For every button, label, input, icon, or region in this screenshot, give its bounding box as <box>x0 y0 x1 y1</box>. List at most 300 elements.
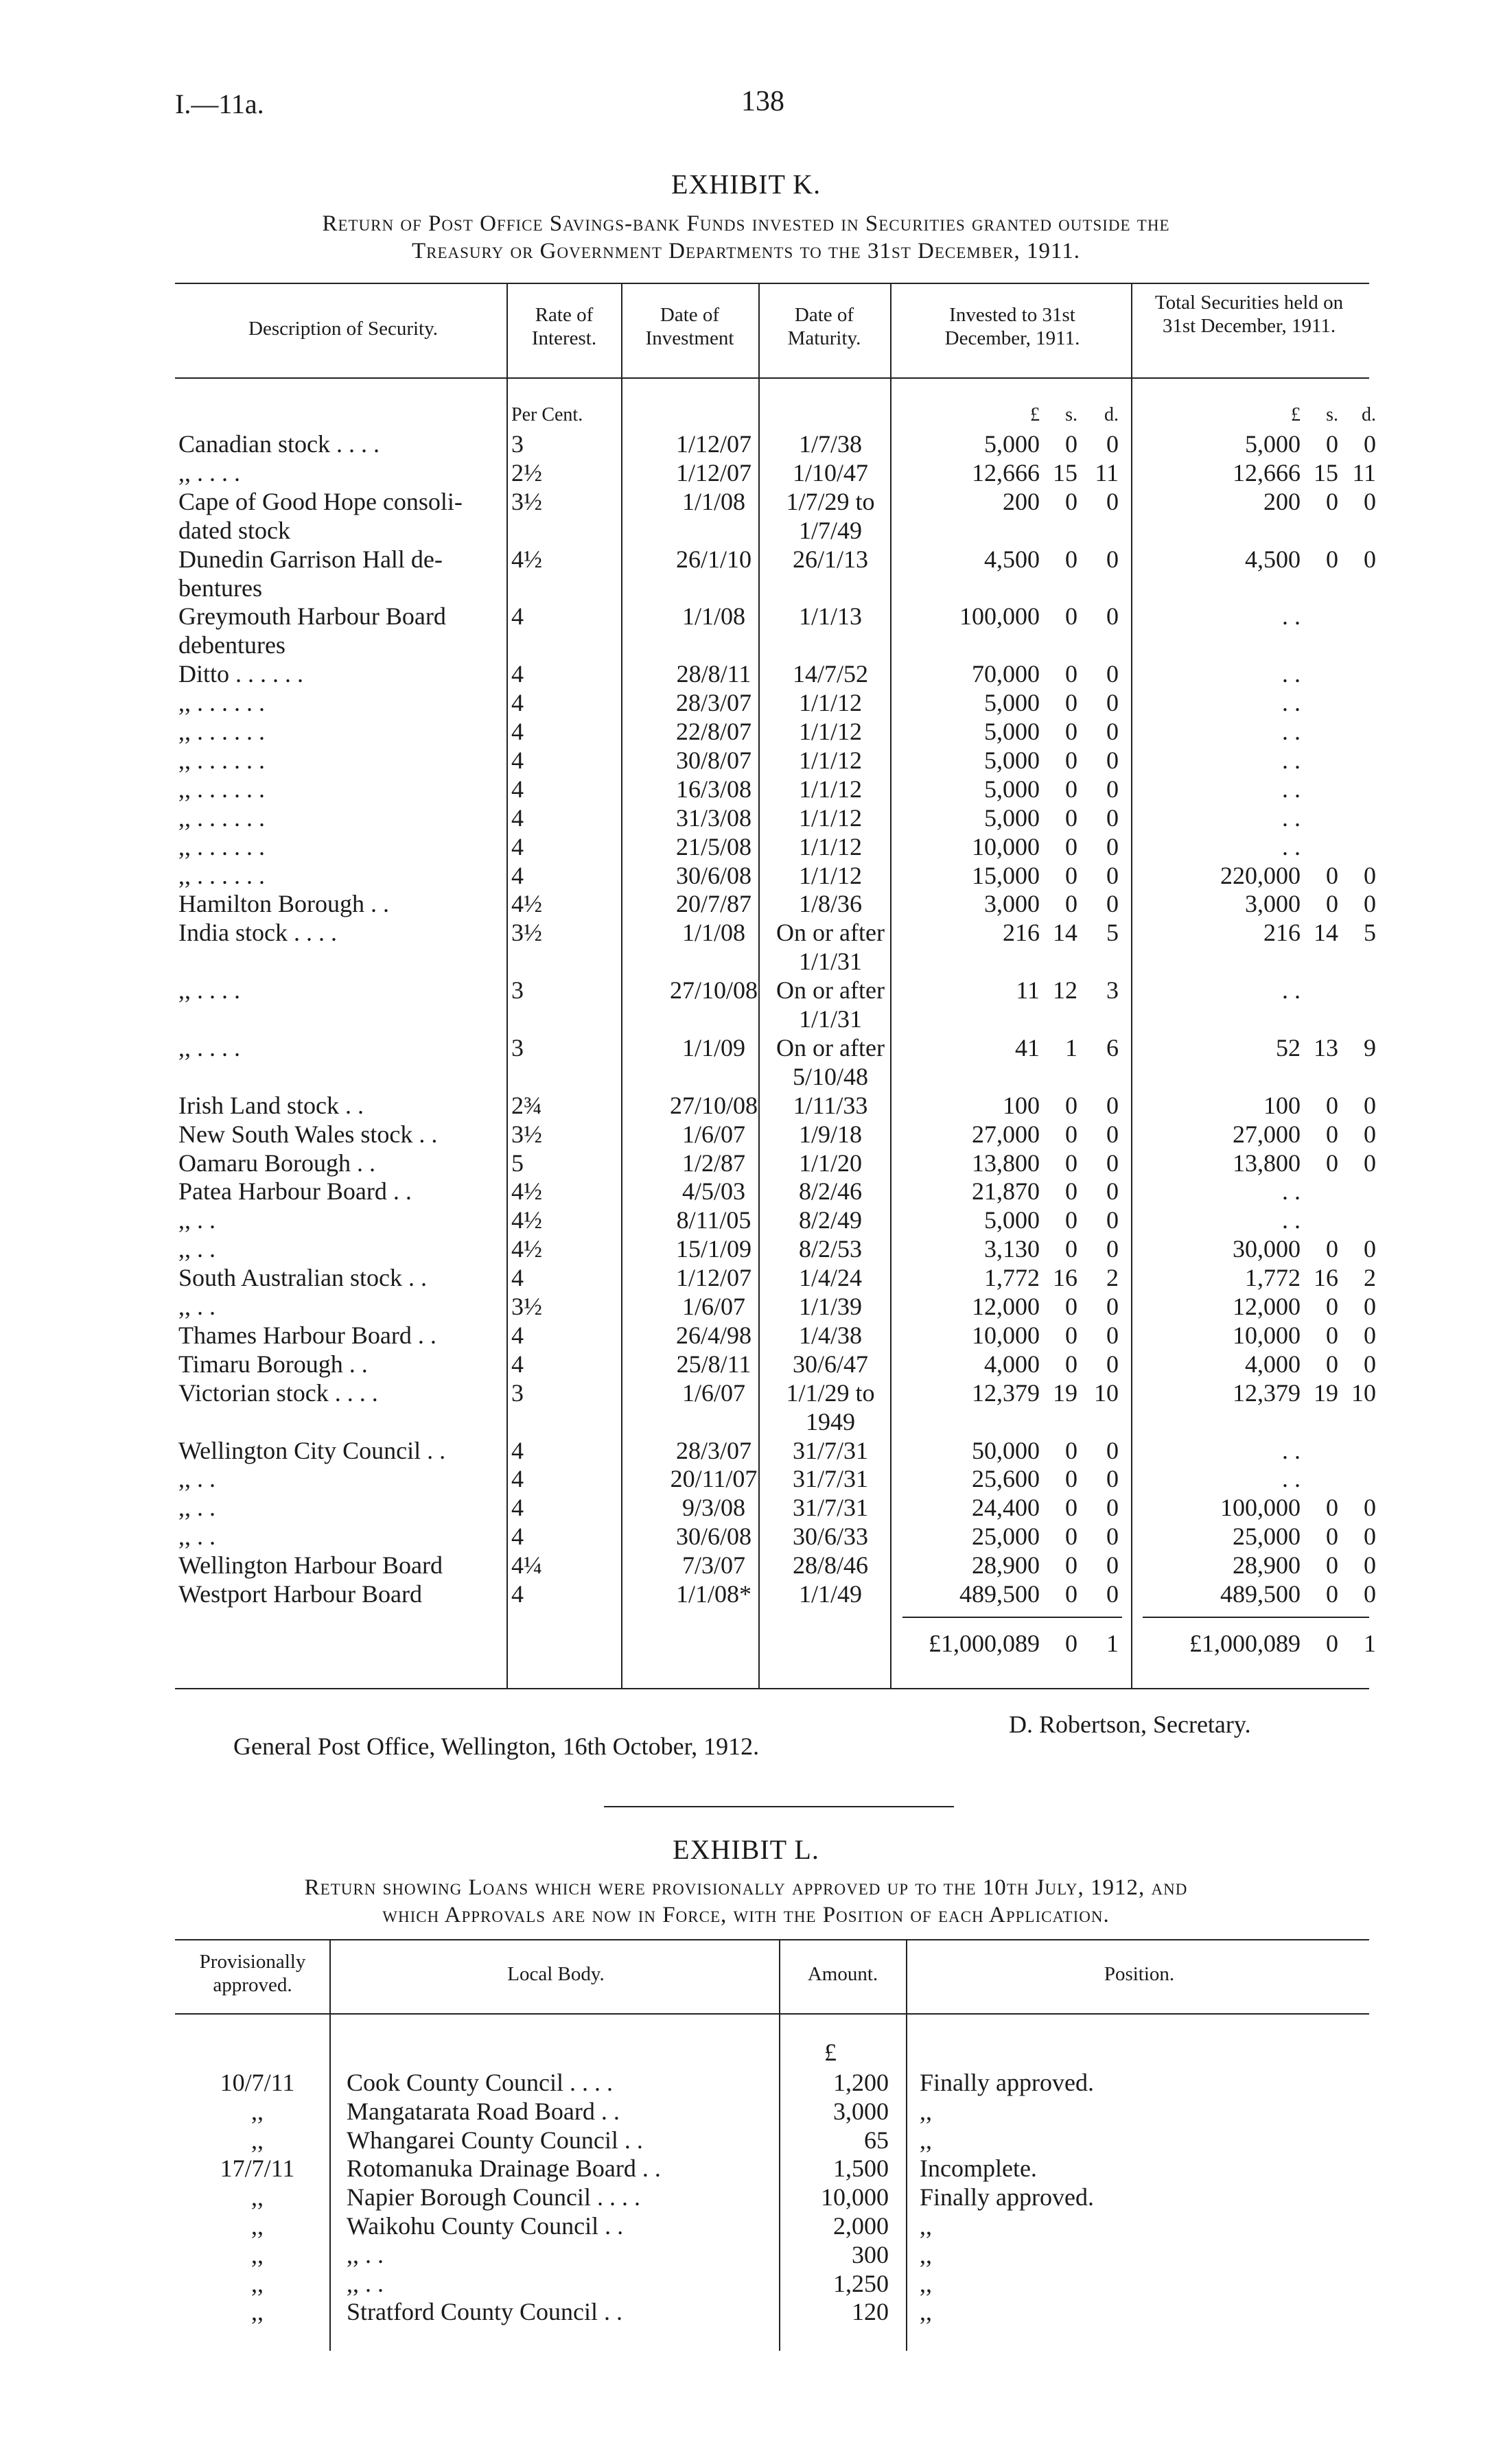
security-description: ,, . . . . . . <box>178 861 265 889</box>
table-row <box>0 746 1492 775</box>
invested-shillings: 0 <box>1065 602 1077 631</box>
security-description: ,, . . . . . . <box>178 746 265 774</box>
interest-rate: 4 <box>511 1465 524 1493</box>
document-reference: I.—11a. <box>175 89 264 119</box>
interest-rate: 3 <box>511 1033 524 1061</box>
total-pounds: 200 <box>1263 487 1301 515</box>
table-row <box>0 458 1492 487</box>
maturity-date: 1/8/36 <box>798 890 862 918</box>
table-row <box>0 947 1492 976</box>
invested-shillings: 12 <box>1053 976 1077 1005</box>
total-shillings: 19 <box>1314 1378 1338 1407</box>
table-row <box>0 2269 1492 2298</box>
table-l-top-rule <box>175 1939 1369 1940</box>
table-k-total-row <box>0 1629 1492 1658</box>
total-pounds: 12,666 <box>1233 458 1301 486</box>
security-description: ,, . . <box>178 1494 215 1522</box>
application-position: ,, <box>920 2126 932 2154</box>
maturity-date: 28/8/46 <box>792 1551 868 1580</box>
total-pence: 0 <box>1364 487 1376 515</box>
table-row <box>0 2240 1492 2269</box>
total-shillings: 16 <box>1314 1264 1338 1292</box>
invested-shillings: 0 <box>1065 861 1077 889</box>
unit-shillings: s. <box>1065 404 1077 425</box>
total-rule <box>1143 1617 1369 1618</box>
unit-pounds: £ <box>824 2039 837 2066</box>
total-shillings: 14 <box>1314 919 1338 947</box>
invested-pounds: 4,000 <box>984 1350 1040 1378</box>
security-description: bentures <box>178 574 262 602</box>
invested-pounds: 28,900 <box>972 1551 1040 1580</box>
table-row <box>0 1177 1492 1206</box>
header-amount: Amount. <box>807 1963 878 1985</box>
invested-pounds: 15,000 <box>972 861 1040 889</box>
total-pounds: 25,000 <box>1233 1523 1301 1551</box>
invested-pounds: 5,000 <box>984 1206 1040 1234</box>
invested-pounds: 5,000 <box>984 689 1040 717</box>
total-shillings: 0 <box>1326 1091 1338 1119</box>
total-pence: 0 <box>1364 1523 1376 1551</box>
table-row <box>0 717 1492 746</box>
total-pounds: 216 <box>1263 919 1301 947</box>
table-row <box>0 1464 1492 1493</box>
invested-pence: 0 <box>1106 1523 1119 1551</box>
invested-shillings: 0 <box>1065 1523 1077 1551</box>
table-row <box>0 1149 1492 1177</box>
maturity-date: 1/1/31 <box>798 948 862 976</box>
investment-date: 25/8/11 <box>676 1350 751 1378</box>
total-pence: 0 <box>1364 1551 1376 1580</box>
total-pounds: . . <box>1282 660 1301 688</box>
invested-pounds: 216 <box>1003 919 1040 947</box>
investment-date: 1/2/87 <box>681 1149 745 1177</box>
units-row <box>0 401 1492 430</box>
total-securities-pence: 1 <box>1364 1630 1376 1657</box>
application-position: Finally approved. <box>920 2069 1094 2096</box>
unit-per-cent: Per Cent. <box>511 404 583 425</box>
interest-rate: 2½ <box>511 458 542 486</box>
invested-pence: 0 <box>1106 803 1119 832</box>
table-row <box>0 861 1492 890</box>
table-row <box>0 602 1492 631</box>
interest-rate: 4 <box>511 718 524 745</box>
security-description: ,, . . <box>178 1523 215 1551</box>
table-row <box>0 889 1492 918</box>
approval-date: ,, <box>251 2240 264 2268</box>
application-position: ,, <box>920 2298 932 2326</box>
table-row <box>0 2183 1492 2211</box>
invested-shillings: 0 <box>1065 660 1077 688</box>
security-description: Wellington Harbour Board <box>178 1551 443 1580</box>
invested-shillings: 0 <box>1065 803 1077 832</box>
table-row <box>0 918 1492 947</box>
approval-date: ,, <box>251 2269 264 2297</box>
invested-shillings: 0 <box>1065 1580 1077 1608</box>
interest-rate: 3½ <box>511 919 542 947</box>
invested-pence: 0 <box>1106 689 1119 717</box>
total-pounds: 220,000 <box>1220 861 1301 889</box>
header-investment: Date of Investment <box>645 304 734 349</box>
investment-date: 28/8/11 <box>676 660 751 688</box>
invested-pence: 0 <box>1106 1091 1119 1119</box>
total-pounds: 28,900 <box>1233 1551 1301 1580</box>
total-shillings: 0 <box>1326 890 1338 918</box>
investment-date: 1/6/07 <box>681 1378 745 1407</box>
investment-date: 8/11/05 <box>676 1206 751 1234</box>
loan-amount: 120 <box>852 2298 889 2326</box>
table-row <box>0 487 1492 516</box>
exhibit-l-title: EXHIBIT L. <box>673 1834 819 1865</box>
invested-pounds: 27,000 <box>972 1120 1040 1148</box>
total-pence: 0 <box>1364 1580 1376 1608</box>
total-shillings: 13 <box>1314 1033 1338 1061</box>
maturity-date: 31/7/31 <box>792 1494 868 1522</box>
loan-amount: 3,000 <box>833 2097 889 2125</box>
invested-pence: 0 <box>1106 1206 1119 1234</box>
maturity-date: 14/7/52 <box>792 660 868 688</box>
invested-pence: 0 <box>1106 861 1119 889</box>
signature: D. Robertson, Secretary. <box>1009 1711 1251 1738</box>
investment-date: 1/6/07 <box>681 1293 745 1320</box>
table-row <box>0 1378 1492 1407</box>
total-shillings: 0 <box>1326 1580 1338 1608</box>
maturity-date: 8/2/49 <box>798 1206 862 1234</box>
invested-pounds: 24,400 <box>972 1494 1040 1522</box>
exhibit-l-subtitle-1: Return showing Loans which were provisionally approved up to the 10th July, 1912, and <box>304 1875 1188 1900</box>
page-number: 138 <box>741 86 784 117</box>
total-pence: 0 <box>1364 1293 1376 1320</box>
unit-pounds: £ <box>1030 404 1040 425</box>
total-shillings: 0 <box>1326 1523 1338 1551</box>
investment-date: 9/3/08 <box>681 1494 745 1522</box>
maturity-date: On or after <box>776 919 885 947</box>
table-row <box>0 1522 1492 1551</box>
interest-rate: 4 <box>511 1494 524 1522</box>
invested-shillings: 0 <box>1065 1235 1077 1263</box>
place-date: General Post Office, Wellington, 16th October, 1912. <box>233 1733 760 1760</box>
investment-date: 1/12/07 <box>675 430 751 458</box>
table-row <box>0 1234 1492 1263</box>
security-description: ,, . . <box>178 1235 215 1263</box>
invested-pence: 0 <box>1106 890 1119 918</box>
loan-amount: 10,000 <box>821 2183 889 2211</box>
maturity-date: 1/4/38 <box>798 1321 862 1349</box>
invested-shillings: 0 <box>1065 1494 1077 1522</box>
application-position: ,, <box>920 2240 932 2268</box>
table-row <box>0 1120 1492 1149</box>
invested-pence: 0 <box>1106 1177 1119 1206</box>
total-pounds: . . <box>1282 1465 1301 1493</box>
maturity-date: 26/1/13 <box>792 545 868 573</box>
table-row <box>0 1062 1492 1091</box>
invested-pence: 3 <box>1106 976 1119 1005</box>
loan-amount: 1,200 <box>833 2069 889 2096</box>
invested-shillings: 0 <box>1065 545 1077 573</box>
security-description: ,, . . . . <box>178 976 240 1005</box>
total-pounds: . . <box>1282 803 1301 832</box>
security-description: Victorian stock . . . . <box>178 1378 378 1407</box>
local-body: ,, . . <box>347 2269 384 2297</box>
total-pounds: 4,000 <box>1245 1350 1301 1378</box>
interest-rate: 3 <box>511 430 524 458</box>
approval-date: ,, <box>251 2126 264 2154</box>
header-rate: Rate of Interest. <box>531 304 597 349</box>
interest-rate: 3 <box>511 976 524 1005</box>
security-description: Timaru Borough . . <box>178 1350 368 1378</box>
total-shillings: 0 <box>1326 1551 1338 1580</box>
exhibit-k-subtitle-1: Return of Post Office Savings-bank Funds invested in Securities granted outside the <box>322 211 1170 236</box>
invested-pounds: 200 <box>1003 487 1040 515</box>
security-description: Patea Harbour Board . . <box>178 1177 412 1206</box>
total-pence: 11 <box>1352 458 1376 486</box>
security-description: South Australian stock . . <box>178 1264 427 1292</box>
security-description: Cape of Good Hope consoli- <box>178 487 463 515</box>
table-row <box>0 803 1492 832</box>
invested-pounds: 5,000 <box>984 775 1040 803</box>
total-invested-pence: 1 <box>1106 1630 1119 1657</box>
security-description: ,, . . . . . . <box>178 689 265 717</box>
investment-date: 15/1/09 <box>675 1235 751 1263</box>
interest-rate: 4 <box>511 660 524 688</box>
interest-rate: 4½ <box>511 1177 542 1206</box>
security-description: ,, . . <box>178 1465 215 1493</box>
invested-pence: 0 <box>1106 832 1119 860</box>
investment-date: 30/6/08 <box>675 1523 751 1551</box>
maturity-date: 1/1/13 <box>798 602 862 631</box>
interest-rate: 3½ <box>511 1293 542 1320</box>
invested-pounds: 11 <box>1016 976 1040 1005</box>
approval-date: ,, <box>251 2183 264 2211</box>
total-shillings: 0 <box>1326 1120 1338 1148</box>
maturity-date: 1/1/31 <box>798 1005 862 1033</box>
total-pence: 9 <box>1364 1033 1376 1061</box>
invested-pence: 5 <box>1106 919 1119 947</box>
table-row <box>0 2211 1492 2240</box>
total-shillings: 0 <box>1326 1350 1338 1378</box>
local-body: Napier Borough Council . . . . <box>347 2183 640 2211</box>
invested-shillings: 0 <box>1065 1091 1077 1119</box>
total-pounds: 100,000 <box>1220 1494 1301 1522</box>
interest-rate: 2¾ <box>511 1091 542 1119</box>
total-pounds: 10,000 <box>1233 1321 1301 1349</box>
maturity-date: 5/10/48 <box>792 1062 868 1090</box>
invested-pence: 0 <box>1106 1436 1119 1464</box>
header-invested: Invested to 31st December, 1911. <box>944 304 1080 349</box>
invested-pence: 0 <box>1106 487 1119 515</box>
application-position: Incomplete. <box>920 2155 1037 2183</box>
invested-pence: 6 <box>1106 1033 1119 1061</box>
total-pounds: 52 <box>1276 1033 1301 1061</box>
invested-pence: 0 <box>1106 1350 1119 1378</box>
interest-rate: 4 <box>511 689 524 717</box>
section-divider <box>604 1806 954 1807</box>
total-pounds: 12,379 <box>1233 1378 1301 1407</box>
security-description: debentures <box>178 631 285 659</box>
amount-unit-row <box>0 2038 1492 2067</box>
table-row <box>0 2068 1492 2097</box>
interest-rate: 3½ <box>511 1120 542 1148</box>
invested-pounds: 3,130 <box>984 1235 1040 1263</box>
invested-shillings: 0 <box>1065 689 1077 717</box>
approval-date: ,, <box>251 2212 264 2240</box>
approval-date: ,, <box>251 2097 264 2125</box>
investment-date: 31/3/08 <box>675 803 751 832</box>
total-pounds: 489,500 <box>1220 1580 1301 1608</box>
total-pounds: 1,772 <box>1245 1264 1301 1292</box>
total-pence: 0 <box>1364 1120 1376 1148</box>
investment-date: 30/6/08 <box>675 861 751 889</box>
maturity-date: 1/7/38 <box>798 430 862 458</box>
total-pounds: . . <box>1282 832 1301 860</box>
invested-pence: 0 <box>1106 1149 1119 1177</box>
maturity-date: 1/9/18 <box>798 1120 862 1148</box>
invested-pounds: 5,000 <box>984 803 1040 832</box>
invested-pence: 0 <box>1106 775 1119 803</box>
security-description: Canadian stock . . . . <box>178 430 380 458</box>
total-pounds: . . <box>1282 689 1301 717</box>
total-pounds: . . <box>1282 976 1301 1005</box>
invested-pence: 0 <box>1106 1235 1119 1263</box>
table-row <box>0 1436 1492 1465</box>
loan-amount: 2,000 <box>833 2212 889 2240</box>
maturity-date: 8/2/46 <box>798 1177 862 1206</box>
investment-date: 7/3/07 <box>681 1551 745 1580</box>
table-row <box>0 2097 1492 2126</box>
maturity-date: 8/2/53 <box>798 1235 862 1263</box>
total-pounds: . . <box>1282 1177 1301 1206</box>
unit-pence: d. <box>1362 404 1376 425</box>
investment-date: 1/1/08* <box>675 1580 751 1608</box>
investment-date: 1/1/08 <box>681 919 745 947</box>
invested-pounds: 13,800 <box>972 1149 1040 1177</box>
total-pence: 0 <box>1364 430 1376 458</box>
table-row <box>0 1321 1492 1350</box>
invested-shillings: 0 <box>1065 1321 1077 1349</box>
invested-pence: 10 <box>1094 1378 1119 1407</box>
maturity-date: 30/6/47 <box>792 1350 868 1378</box>
total-invested-pounds: £1,000,089 <box>929 1630 1040 1657</box>
total-shillings: 0 <box>1326 487 1338 515</box>
header-local-body: Local Body. <box>507 1963 605 1985</box>
investment-date: 27/10/08 <box>669 1091 758 1119</box>
table-row <box>0 516 1492 545</box>
invested-shillings: 0 <box>1065 1551 1077 1580</box>
total-shillings: 0 <box>1326 430 1338 458</box>
maturity-date: 30/6/33 <box>792 1523 868 1551</box>
unit-pence: d. <box>1104 404 1119 425</box>
invested-pence: 2 <box>1106 1264 1119 1292</box>
invested-shillings: 19 <box>1053 1378 1077 1407</box>
total-pounds: 4,500 <box>1245 545 1301 573</box>
interest-rate: 4 <box>511 832 524 860</box>
table-row <box>0 1493 1492 1522</box>
invested-shillings: 0 <box>1065 746 1077 774</box>
table-row <box>0 1263 1492 1292</box>
table-l-header-rule <box>175 2013 1369 2015</box>
total-invested-shillings: 0 <box>1065 1630 1077 1657</box>
table-row <box>0 659 1492 688</box>
invested-shillings: 0 <box>1065 775 1077 803</box>
total-pounds: 30,000 <box>1233 1235 1301 1263</box>
table-row <box>0 1551 1492 1580</box>
table-row <box>0 2154 1492 2183</box>
invested-shillings: 0 <box>1065 718 1077 745</box>
table-row <box>0 832 1492 861</box>
total-pence: 5 <box>1364 919 1376 947</box>
total-shillings: 0 <box>1326 545 1338 573</box>
total-pence: 0 <box>1364 1149 1376 1177</box>
application-position: Finally approved. <box>920 2183 1094 2211</box>
interest-rate: 4½ <box>511 1206 542 1234</box>
invested-pence: 0 <box>1106 545 1119 573</box>
security-description: New South Wales stock . . <box>178 1120 438 1148</box>
maturity-date: 1/1/20 <box>798 1149 862 1177</box>
invested-pence: 0 <box>1106 1494 1119 1522</box>
security-description: dated stock <box>178 516 290 544</box>
invested-shillings: 0 <box>1065 832 1077 860</box>
invested-shillings: 14 <box>1053 919 1077 947</box>
application-position: ,, <box>920 2269 932 2297</box>
total-pence: 0 <box>1364 1091 1376 1119</box>
security-description: ,, . . <box>178 1293 215 1320</box>
security-description: Wellington City Council . . <box>178 1436 446 1464</box>
total-pounds: . . <box>1282 602 1301 631</box>
table-row <box>0 1292 1492 1321</box>
header-position: Position. <box>1104 1963 1175 1985</box>
total-pounds: 5,000 <box>1245 430 1301 458</box>
maturity-date: 1/1/12 <box>798 832 862 860</box>
investment-date: 1/12/07 <box>675 458 751 486</box>
invested-pounds: 1,772 <box>984 1264 1040 1292</box>
security-description: Thames Harbour Board . . <box>178 1321 436 1349</box>
maturity-date: 1/1/39 <box>798 1293 862 1320</box>
total-pounds: 27,000 <box>1233 1120 1301 1148</box>
total-pence: 0 <box>1364 1494 1376 1522</box>
security-description: ,, . . . . . . <box>178 775 265 803</box>
maturity-date: 1/1/12 <box>798 746 862 774</box>
security-description: Hamilton Borough . . <box>178 890 389 918</box>
invested-pounds: 5,000 <box>984 430 1040 458</box>
security-description: Oamaru Borough . . <box>178 1149 375 1177</box>
interest-rate: 4 <box>511 746 524 774</box>
invested-pounds: 25,600 <box>972 1465 1040 1493</box>
invested-shillings: 15 <box>1053 458 1077 486</box>
exhibit-k-subtitle-2: Treasury or Government Departments to the 31st December, 1911. <box>411 239 1081 263</box>
approval-date: 17/7/11 <box>220 2155 295 2183</box>
local-body: ,, . . <box>347 2240 384 2268</box>
maturity-date: 31/7/31 <box>792 1465 868 1493</box>
table-row <box>0 2297 1492 2326</box>
security-description: ,, . . . . <box>178 458 240 486</box>
invested-shillings: 0 <box>1065 1293 1077 1320</box>
security-description: ,, . . <box>178 1206 215 1234</box>
maturity-date: 1/7/29 to <box>786 487 875 515</box>
invested-shillings: 16 <box>1053 1264 1077 1292</box>
invested-pence: 0 <box>1106 1465 1119 1493</box>
total-securities-shillings: 0 <box>1326 1630 1338 1657</box>
investment-date: 26/1/10 <box>675 545 751 573</box>
table-row <box>0 1033 1492 1062</box>
table-row <box>0 976 1492 1005</box>
maturity-date: 1/11/33 <box>793 1091 868 1119</box>
invested-pounds: 100,000 <box>959 602 1040 631</box>
investment-date: 30/8/07 <box>675 746 751 774</box>
invested-pounds: 3,000 <box>984 890 1040 918</box>
invested-shillings: 0 <box>1065 1149 1077 1177</box>
invested-pounds: 21,870 <box>972 1177 1040 1206</box>
investment-date: 1/1/08 <box>681 602 745 631</box>
security-description: ,, . . . . . . <box>178 832 265 860</box>
